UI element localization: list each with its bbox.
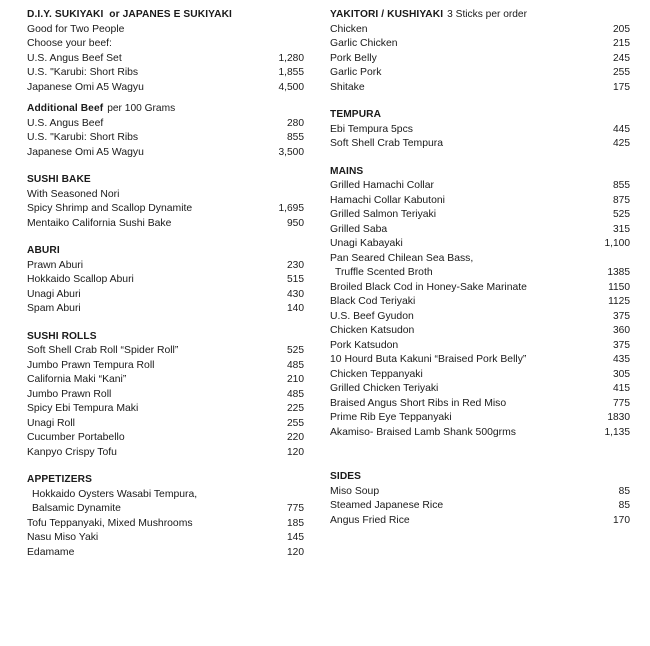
section-heading-title: SUSHI BAKE bbox=[27, 174, 91, 185]
menu-item-label: Chicken bbox=[330, 23, 368, 35]
menu-section-additional-beef bbox=[27, 102, 304, 160]
menu-item-price: 230 bbox=[287, 259, 304, 271]
menu-item-price: 85 bbox=[618, 500, 630, 511]
menu-item-price: 430 bbox=[287, 288, 304, 300]
menu-item-row bbox=[27, 288, 304, 303]
section-heading-aburi bbox=[27, 244, 304, 259]
menu-item-label: Steamed Japanese Rice bbox=[330, 500, 444, 511]
menu-item-label: Unagi Kabayaki bbox=[330, 238, 403, 249]
menu-item-label: Jumbo Prawn Tempura Roll bbox=[27, 359, 155, 371]
menu-item-row bbox=[330, 485, 630, 500]
menu-item-label: Prawn Aburi bbox=[27, 259, 84, 271]
menu-item-row bbox=[27, 431, 304, 446]
menu-item-row bbox=[27, 52, 304, 67]
menu-item-row bbox=[27, 502, 304, 517]
menu-item-row bbox=[27, 302, 304, 317]
menu-item-label: Miso Soup bbox=[330, 485, 380, 497]
menu-item-label: U.S. "Karubi: Short Ribs bbox=[27, 67, 139, 78]
menu-item-label: U.S. "Karubi: Short Ribs bbox=[27, 132, 139, 143]
menu-item-row bbox=[330, 281, 630, 296]
menu-item-label: Japanese Omi A5 Wagyu bbox=[27, 146, 144, 158]
menu-item-label: Mentaiko California Sushi Bake bbox=[27, 217, 172, 229]
section-spacer bbox=[330, 95, 630, 108]
menu-item-row bbox=[330, 237, 630, 252]
menu-item-row bbox=[330, 397, 630, 412]
menu-item-row bbox=[27, 517, 304, 532]
menu-item-row bbox=[27, 202, 304, 217]
section-note: Good for Two People bbox=[27, 23, 125, 35]
menu-item-label: Spicy Shrimp and Scallop Dynamite bbox=[27, 203, 193, 214]
menu-item-label: Chicken Katsudon bbox=[330, 325, 415, 336]
menu-item-label: Pork Belly bbox=[330, 52, 377, 64]
menu-item-price: 280 bbox=[287, 117, 304, 129]
menu-item-row bbox=[330, 194, 630, 209]
menu-item-row bbox=[27, 344, 304, 359]
menu-item-label: Hamachi Collar Kabutoni bbox=[330, 194, 445, 206]
menu-item-label: U.S. Beef Gyudon bbox=[330, 310, 414, 322]
menu-item-price: 1385 bbox=[607, 267, 630, 278]
menu-item-price: 255 bbox=[613, 67, 630, 78]
menu-item-price: 225 bbox=[287, 403, 304, 414]
menu-item-label: Pan Seared Chilean Sea Bass, bbox=[330, 252, 474, 264]
section-heading-note: 3 Sticks per order bbox=[447, 9, 527, 20]
menu-item-label: 10 Hourd Buta Kakuni “Braised Pork Belly” bbox=[330, 354, 527, 365]
menu-item-label: Balsamic Dynamite bbox=[32, 503, 121, 514]
menu-right-column bbox=[320, 0, 650, 528]
menu-item-price: 185 bbox=[287, 517, 304, 529]
section-spacer bbox=[27, 317, 304, 330]
section-spacer bbox=[27, 160, 304, 173]
section-spacer bbox=[330, 152, 630, 165]
menu-item-row bbox=[330, 368, 630, 383]
menu-item-price: 875 bbox=[613, 194, 630, 206]
menu-item-row bbox=[330, 208, 630, 223]
menu-section-yakitori-kushiyaki bbox=[330, 8, 630, 95]
menu-item-row bbox=[27, 446, 304, 461]
menu-item-row bbox=[330, 137, 630, 152]
menu-item-label: Tofu Teppanyaki, Mixed Mushrooms bbox=[27, 517, 193, 529]
menu-item-price: 245 bbox=[613, 52, 630, 64]
section-heading-sushi-bake bbox=[27, 173, 304, 188]
menu-item-row bbox=[27, 359, 304, 374]
menu-item-price: 120 bbox=[287, 446, 304, 458]
menu-item-price: 210 bbox=[287, 374, 304, 385]
menu-item-row bbox=[330, 353, 630, 368]
menu-item-row bbox=[27, 81, 304, 96]
section-heading-title: APPETIZERS bbox=[27, 474, 92, 485]
menu-item-row bbox=[27, 373, 304, 388]
section-spacer bbox=[27, 460, 304, 473]
menu-item-row bbox=[330, 223, 630, 238]
menu-item-label: Pork Katsudon bbox=[330, 339, 399, 351]
menu-item-row bbox=[27, 531, 304, 546]
menu-item-price: 425 bbox=[613, 138, 630, 149]
menu-section-sides bbox=[330, 470, 630, 528]
menu-item-row bbox=[330, 339, 630, 354]
menu-item-label: Unagi Roll bbox=[27, 417, 75, 429]
menu-item-row bbox=[27, 402, 304, 417]
menu-item-row bbox=[27, 417, 304, 432]
menu-item-price: 145 bbox=[287, 532, 304, 543]
menu-item-label: Hokkaido Scallop Aburi bbox=[27, 274, 134, 285]
menu-item-row bbox=[330, 426, 630, 441]
section-heading-yakitori-kushiyaki bbox=[330, 8, 630, 23]
menu-item-price: 445 bbox=[613, 123, 630, 135]
menu-item-label: Nasu Miso Yaki bbox=[27, 532, 99, 543]
menu-item-price: 170 bbox=[613, 514, 630, 526]
menu-item-row bbox=[330, 266, 630, 281]
section-heading-title: SUSHI ROLLS bbox=[27, 330, 97, 342]
menu-item-label: U.S. Angus Beef Set bbox=[27, 52, 122, 64]
menu-item-row bbox=[330, 310, 630, 325]
menu-section-diy-sukiyaki bbox=[27, 8, 304, 95]
menu-item-label: Unagi Aburi bbox=[27, 288, 81, 300]
section-spacer bbox=[27, 231, 304, 244]
menu-item-price: 255 bbox=[287, 417, 304, 429]
section-heading-diy-sukiyaki bbox=[27, 8, 304, 23]
menu-item-label: California Maki “Kani” bbox=[27, 374, 127, 385]
menu-item-label: Ebi Tempura 5pcs bbox=[330, 123, 413, 135]
menu-item-price: 3,500 bbox=[278, 146, 304, 158]
menu-item-price: 215 bbox=[613, 38, 630, 49]
menu-item-price: 315 bbox=[613, 223, 630, 235]
section-heading-appetizers bbox=[27, 473, 304, 488]
menu-item-label: Broiled Black Cod in Honey-Sake Marinate bbox=[330, 281, 527, 293]
section-heading-title: SIDES bbox=[330, 471, 362, 482]
menu-item-price: 375 bbox=[613, 339, 630, 351]
menu-item-price: 1830 bbox=[607, 412, 630, 423]
menu-item-label: Soft Shell Crab Roll “Spider Roll” bbox=[27, 345, 179, 356]
menu-item-row bbox=[330, 411, 630, 426]
section-heading-additional-beef bbox=[27, 102, 304, 117]
menu-section-mains bbox=[330, 165, 630, 441]
menu-item-label: Hokkaido Oysters Wasabi Tempura, bbox=[32, 488, 198, 500]
menu-item-price: 1125 bbox=[608, 296, 630, 307]
menu-item-row bbox=[330, 499, 630, 514]
menu-item-label: Soft Shell Crab Tempura bbox=[330, 138, 444, 149]
section-note: With Seasoned Nori bbox=[27, 188, 120, 200]
menu-item-row bbox=[27, 488, 304, 503]
menu-item-label: Grilled Saba bbox=[330, 223, 388, 235]
menu-item-row bbox=[330, 324, 630, 339]
section-heading-title: D.I.Y. SUKIYAKI or JAPANES E SUKIYAKI bbox=[27, 9, 232, 20]
menu-item-label: Kanpyo Crispy Tofu bbox=[27, 446, 117, 458]
menu-item-label: Akamiso- Braised Lamb Shank 500grms bbox=[330, 426, 516, 438]
menu-section-aburi bbox=[27, 244, 304, 317]
menu-item-row bbox=[27, 388, 304, 403]
section-heading-title: ABURI bbox=[27, 245, 60, 256]
menu-item-price: 525 bbox=[613, 209, 630, 220]
section-heading-sides bbox=[330, 470, 630, 485]
menu-section-sushi-bake bbox=[27, 173, 304, 231]
menu-item-label: Chicken Teppanyaki bbox=[330, 368, 423, 380]
menu-item-label: Black Cod Teriyaki bbox=[330, 296, 416, 307]
menu-section-sushi-rolls bbox=[27, 330, 304, 461]
menu-item-label: Truffle Scented Broth bbox=[335, 267, 433, 278]
menu-item-row bbox=[27, 546, 304, 561]
menu-item-price: 415 bbox=[613, 383, 630, 394]
menu-item-price: 485 bbox=[287, 359, 304, 371]
menu-item-price: 855 bbox=[613, 180, 630, 191]
menu-item-price: 515 bbox=[287, 274, 304, 285]
section-spacer bbox=[330, 440, 630, 470]
menu-section-appetizers bbox=[27, 473, 304, 560]
menu-item-label: Grilled Chicken Teriyaki bbox=[330, 383, 439, 394]
menu-item-row bbox=[27, 146, 304, 161]
menu-item-price: 950 bbox=[287, 217, 304, 229]
menu-item-price: 120 bbox=[287, 546, 304, 558]
menu-item-row bbox=[27, 117, 304, 132]
menu-item-label: Prime Rib Eye Teppanyaki bbox=[330, 412, 452, 423]
menu-item-row bbox=[330, 382, 630, 397]
menu-item-label: Braised Angus Short Ribs in Red Miso bbox=[330, 397, 507, 409]
menu-item-price: 360 bbox=[613, 325, 630, 336]
menu-item-label: Garlic Chicken bbox=[330, 38, 398, 49]
menu-item-price: 85 bbox=[618, 485, 630, 497]
menu-item-price: 305 bbox=[613, 368, 630, 380]
section-heading-mains bbox=[330, 165, 630, 180]
section-note: Choose your beef: bbox=[27, 38, 112, 49]
menu-item-label: Jumbo Prawn Roll bbox=[27, 388, 112, 400]
menu-item-price: 775 bbox=[287, 503, 304, 514]
menu-item-row bbox=[27, 259, 304, 274]
menu-item-label: Cucumber Portabello bbox=[27, 432, 125, 443]
menu-item-label: Grilled Salmon Teriyaki bbox=[330, 209, 437, 220]
menu-left-column bbox=[0, 0, 320, 560]
menu-item-label: Grilled Hamachi Collar bbox=[330, 180, 434, 191]
menu-item-label: Spicy Ebi Tempura Maki bbox=[27, 403, 139, 414]
section-heading-sushi-rolls bbox=[27, 330, 304, 345]
section-heading-title: Additional Beef bbox=[27, 103, 104, 114]
menu-item-price: 1,135 bbox=[604, 426, 630, 438]
menu-item-price: 1,280 bbox=[278, 52, 304, 64]
menu-item-row bbox=[330, 81, 630, 96]
section-heading-note: per 100 Grams bbox=[107, 103, 176, 114]
menu-section-tempura bbox=[330, 108, 630, 152]
menu-item-label: Garlic Pork bbox=[330, 67, 382, 78]
menu-item-price: 175 bbox=[613, 81, 630, 93]
menu-item-label: Spam Aburi bbox=[27, 303, 81, 314]
menu-item-label: U.S. Angus Beef bbox=[27, 117, 104, 129]
menu-item-price: 435 bbox=[613, 354, 630, 365]
section-heading-tempura bbox=[330, 108, 630, 123]
menu-item-price: 1,100 bbox=[604, 238, 630, 249]
menu-item-row bbox=[330, 52, 630, 67]
menu-item-row bbox=[330, 23, 630, 38]
menu-item-price: 220 bbox=[287, 432, 304, 443]
menu-item-price: 855 bbox=[287, 132, 304, 143]
menu-item-price: 205 bbox=[613, 23, 630, 35]
section-heading-title: YAKITORI / KUSHIYAKI bbox=[330, 9, 444, 20]
menu-item-price: 525 bbox=[287, 345, 304, 356]
menu-item-price: 375 bbox=[613, 310, 630, 322]
section-heading-title: TEMPURA bbox=[330, 109, 382, 120]
menu-item-price: 140 bbox=[287, 303, 304, 314]
menu-item-price: 1,855 bbox=[278, 67, 304, 78]
menu-item-row bbox=[330, 295, 630, 310]
section-spacer bbox=[27, 95, 304, 102]
menu-item-price: 485 bbox=[287, 388, 304, 400]
menu-item-row bbox=[27, 131, 304, 146]
menu-item-price: 4,500 bbox=[278, 81, 304, 93]
menu-item-row bbox=[27, 66, 304, 81]
menu-item-price: 1,695 bbox=[278, 203, 304, 214]
menu-item-row bbox=[27, 273, 304, 288]
menu-item-row bbox=[330, 37, 630, 52]
menu-item-label: Edamame bbox=[27, 546, 75, 558]
menu-item-row bbox=[330, 179, 630, 194]
menu-item-row bbox=[330, 66, 630, 81]
menu-item-price: 1150 bbox=[608, 281, 630, 293]
menu-item-label: Japanese Omi A5 Wagyu bbox=[27, 81, 144, 93]
menu-item-row bbox=[330, 252, 630, 267]
menu-item-price: 775 bbox=[613, 397, 630, 409]
menu-item-row bbox=[27, 217, 304, 232]
menu-item-label: Shitake bbox=[330, 81, 365, 93]
section-heading-title: MAINS bbox=[330, 165, 364, 177]
menu-item-label: Angus Fried Rice bbox=[330, 514, 410, 526]
menu-item-row bbox=[330, 514, 630, 529]
menu-item-row bbox=[330, 123, 630, 138]
